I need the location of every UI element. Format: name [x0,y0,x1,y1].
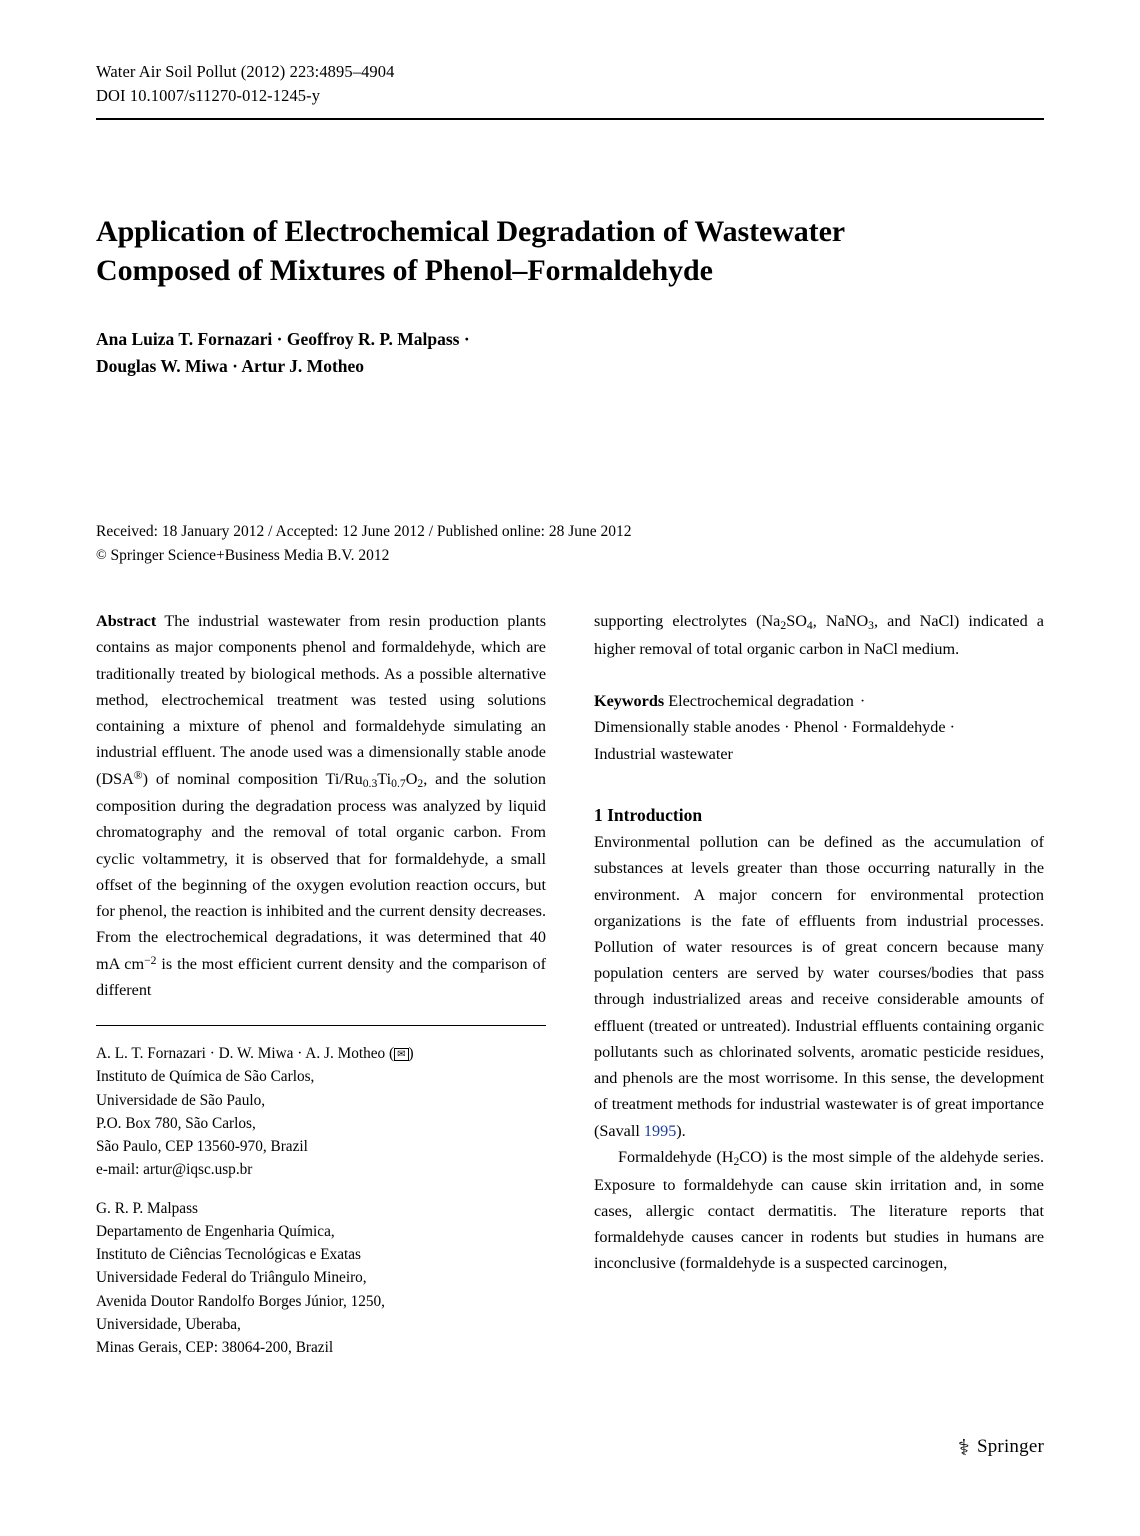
affiliation-author-2: G. R. P. Malpass [96,1199,198,1217]
abstract-text-1: The industrial wastewater from resin production plants contains as major components phenol and formaldehyde, which are traditionally treated by biological methods. As a possible alternative method, electrochemical treatment was tested using solutions containing a mixture of phenol and formaldehyde simulating an industrial effluent. The anode used was a dimensionally stable anode (DSA [96,612,546,788]
journal-header [96,60,1044,108]
affiliations [96,1042,546,1359]
na2so4-sub-1: 2 [780,618,787,632]
abstract-text-2: ) of nominal composition Ti/Ru [142,769,363,788]
journal-doi: DOI 10.1007/s11270-012-1245-y [96,85,321,105]
author-list [96,326,1044,380]
title-line-2: Composed of Mixtures of Phenol–Formaldehyde [96,253,713,287]
affiliation-block-1 [96,1042,546,1182]
author-line-1: Ana Luiza T. Fornazari · Geoffroy R. P. Malpass · [96,328,470,349]
abstract-cont-3: , NaNO [812,612,869,631]
affiliation-authors-1 [96,1042,546,1065]
abstract-text-5: , and the solution composition during the degradation process was analyzed by liquid chromatography and the removal of total organic carbon. From cyclic voltammetry, it is observed that for formaldehyde, a small offset of the beginning of the oxygen evolution reaction occurs, but for phenol, the reaction is inhibited and the current density decreases. From the electrochemical degradations, it was determined that 40 mA cm [96,769,546,973]
abstract-text-4: O [405,769,418,788]
affiliation-line: Instituto de Ciências Tecnológicas e Exatas [96,1246,361,1264]
affiliation-line: Minas Gerais, CEP: 38064-200, Brazil [96,1339,334,1357]
affiliation-line: Universidade Federal do Triângulo Mineiro, [96,1269,367,1287]
abstract-cont-2: SO [786,612,807,631]
affiliation-email[interactable]: e-mail: artur@iqsc.usp.br [96,1161,253,1179]
journal-citation: Water Air Soil Pollut (2012) 223:4895–4904 [96,62,395,81]
keyword-item: Electrochemical degradation [668,692,854,711]
copyright-symbol: © [96,548,107,564]
title-line-1: Application of Electrochemical Degradation of Wastewater [96,214,846,248]
units-exponent: −2 [144,953,157,967]
affiliation-line: São Paulo, CEP 13560-970, Brazil [96,1138,308,1156]
dsa-registered-mark: ® [133,768,143,782]
abstract-text-6: is the most efficient current density and the comparison of different [96,954,546,999]
intro-paragraph-2 [594,1144,1044,1277]
abstract-paragraph [96,608,546,1003]
citation-link[interactable]: 1995 [643,1121,677,1140]
affiliation-line: Avenida Doutor Randolfo Borges Júnior, 1250, [96,1292,386,1310]
affiliation-line: P.O. Box 780, São Carlos, [96,1114,256,1132]
footnote-divider [96,1025,546,1026]
springer-footer [958,1436,1044,1458]
keywords-block [594,688,1044,767]
section-heading-introduction: 1 Introduction [594,804,703,825]
copyright-line [96,544,1044,568]
page-title [96,212,1044,290]
intro-p1-text-a: Environmental pollution can be defined as the accumulation of substances at levels greater than those occurring naturally in the environment. A major concern for environmental protection organizations is the fate of effluents from industrial processes. Pollution of water resources is of great concern because many population centers are served by water courses/bodies that pass through industrialized areas and receive considerable amounts of effluent (treated or untreated). Industrial effluents containing organic pollutants such as chlorinated solvents, aromatic pesticide residues, and phenols are the most worrisome. In this sense, the development of treatment methods for industrial wastewater is of great importance (Savall [594,833,1044,1140]
na2so4-sub-2: 4 [806,618,813,632]
abstract-label: Abstract [96,612,157,631]
affiliation-block-2 [96,1197,546,1360]
nano3-sub: 3 [868,618,874,632]
formula-sub-3: 2 [417,776,424,790]
column-left [96,608,546,1374]
intro-paragraph-1 [594,829,1044,1144]
intro-p1-text-b: ). [676,1121,686,1140]
intro-p2-text-b: CO) is the most simple of the aldehyde series. Exposure to formaldehyde can cause skin irritation and, in some cases, allergic contact dermatitis. The literature reports that formaldehyde causes cancer in rodents but studies in humans are inconclusive (formaldehyde is a suspected carcinogen, [594,1147,1044,1273]
formula-sub-2: 0.7 [391,776,406,790]
keywords-line-2: Dimensionally stable anodes · Phenol · Formaldehyde · [594,718,955,737]
abstract-cont-1: supporting electrolytes (Na [594,612,781,631]
author-line-2: Douglas W. Miwa · Artur J. Motheo [96,355,365,376]
column-right [594,608,1044,1276]
keywords-line-3: Industrial wastewater [594,744,733,763]
affiliation-authors-1-tail: ) [408,1045,414,1063]
affiliation-line: Instituto de Química de São Carlos, [96,1068,315,1086]
intro-p2-text-a: Formaldehyde (H [618,1147,734,1166]
keywords-line-1: Keywords Electrochemical degradation · [594,692,866,711]
header-divider [96,118,1044,120]
affiliation-line: Departamento de Engenharia Química, [96,1222,335,1240]
affiliation-line: Universidade de São Paulo, [96,1091,266,1109]
springer-label: Springer [976,1436,1044,1457]
abstract-text-3: Ti [377,769,392,788]
copyright-text: Springer Science+Business Media B.V. 2012 [110,547,390,565]
article-dates: Received: 18 January 2012 / Accepted: 12 June 2012 / Published online: 28 June 2012 [96,523,632,541]
affiliation-line: Universidade, Uberaba, [96,1315,241,1333]
abstract-continuation [594,608,1044,662]
formula-sub-1: 0.3 [362,776,378,790]
h2co-sub: 2 [733,1154,740,1168]
keywords-label: Keywords [594,692,665,711]
abstract-cont-4: , and NaCl) indicated a higher removal of total organic carbon in NaCl medium. [594,612,1044,658]
page-content [96,60,1044,1357]
envelope-icon: ✉ [394,1048,408,1061]
springer-logo-icon: ⚕ [957,1435,970,1460]
affiliation-authors-1-text: A. L. T. Fornazari · D. W. Miwa · A. J. Motheo ( [96,1045,395,1063]
